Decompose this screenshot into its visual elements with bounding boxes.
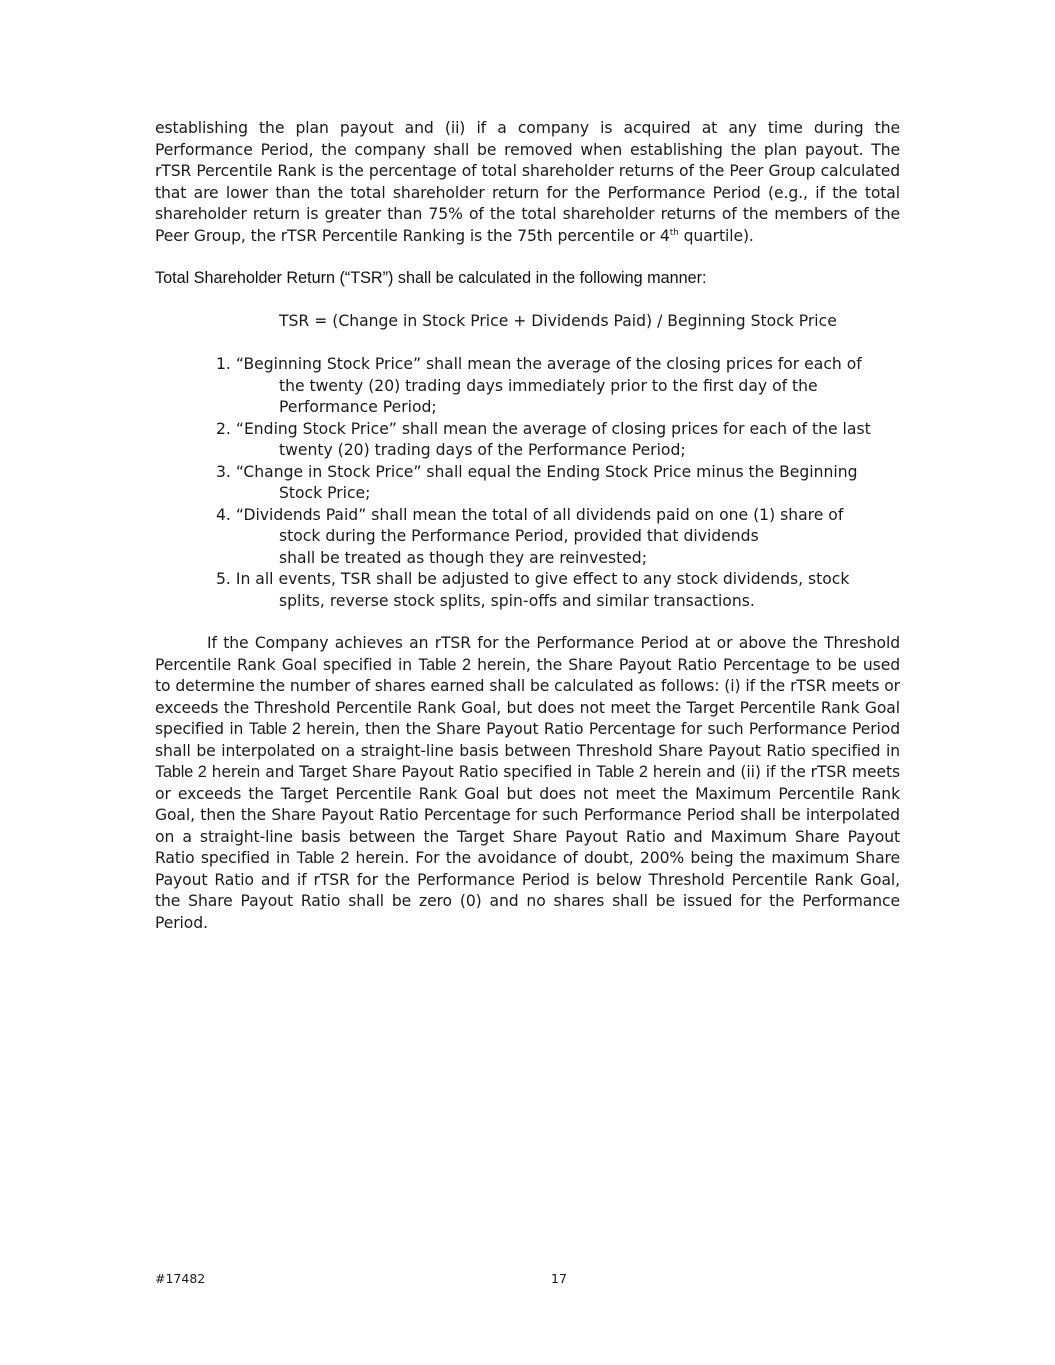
- list-number: 2.: [216, 419, 231, 438]
- list-item: [216, 462, 906, 505]
- list-item-text: “Change in Stock Price” shall equal the Ending Stock Price minus the Beginning: [235, 462, 858, 481]
- footer-page-number: 17: [551, 1271, 567, 1286]
- paragraph-2-seg-5: herein and (ii) if the rTSR meets or exceeds the Target Percentile Rank Goal but does not meet the Maximum Percentile Rank Goal, then the Share Payout Ratio Percentage for such Performance Period shall be interpolated on a straight-line basis between the Target Share Payout Ratio and Maximum Share Payout Ratio specified in: [155, 763, 900, 867]
- table-2-reference: Table 2: [155, 763, 207, 781]
- superscript-th: th: [669, 227, 679, 238]
- paragraph-2-seg-2: herein, the Share Payout Ratio Percentage to be used to determine the number of shares earned shall be calculated as follows: (i) if the rTSR meets or exceeds the Threshold Percentile Rank Goal, but does not meet the Target Percentile Rank Goal specified in: [155, 655, 900, 738]
- table-2-reference: Table 2: [418, 655, 471, 674]
- list-item-continuation: twenty (20) trading days of the Performance Period;: [279, 441, 686, 459]
- list-number: 4.: [216, 505, 231, 524]
- list-item-continuation: shall be treated as though they are reinvested;: [279, 548, 647, 567]
- list-item-continuation: stock during the Performance Period, provided that dividends: [279, 527, 759, 545]
- list-item-continuation: the twenty (20) trading days immediately prior to the first day of the: [279, 376, 818, 395]
- list-item: [216, 505, 906, 570]
- list-item-continuation: splits, reverse stock splits, spin-offs and similar transactions.: [279, 591, 755, 610]
- list-item-text: “Ending Stock Price” shall mean the average of closing prices for each of the last: [235, 419, 871, 438]
- paragraph-2-seg-3: herein, then the Share Payout Ratio Percentage for such Performance Period shall be interpolated on a straight-line basis between Threshold Share Payout Ratio specified in: [155, 720, 901, 760]
- list-item: [216, 419, 906, 462]
- table-2-reference: Table 2: [596, 763, 648, 781]
- paragraph-2-seg-1: If the Company achieves an rTSR for the Performance Period at or above the Threshold Percentile Rank Goal specified in: [155, 634, 900, 674]
- paragraph-1-text-a: establishing the plan payout and (ii) if a company is acquired at any time during the Performance Period, the company shall be removed when establishing the plan payout. The rTSR Percentile Rank is the percentage of total shareholder returns of the Peer Group calculated that are lower than the total shareholder return for the Performance Period (e.g., if the total shareholder return is greater than 75% of the total shareholder returns of the members of the Peer Group, the rTSR Percentile Ranking is the 75th percentile or 4: [155, 119, 900, 245]
- list-number: 1.: [216, 355, 231, 373]
- table-2-reference: Table 2: [248, 720, 301, 738]
- list-number: 3.: [216, 462, 231, 481]
- table-2-reference: Table 2: [296, 849, 350, 867]
- paragraph-1-text-b: quartile).: [678, 226, 754, 245]
- definitions-list: [216, 354, 906, 612]
- list-item-text: “Dividends Paid” shall mean the total of all dividends paid on one (1) share of: [235, 505, 844, 524]
- list-item-text: In all events, TSR shall be adjusted to give effect to any stock dividends, stock: [235, 570, 850, 588]
- list-item-text: “Beginning Stock Price” shall mean the average of the closing prices for each of: [235, 355, 862, 373]
- list-item-continuation: Performance Period;: [279, 398, 437, 416]
- paragraph-rtsr-percentile-rank: [155, 118, 900, 247]
- list-item: [216, 354, 906, 419]
- paragraph-share-payout-ratio: [155, 633, 900, 934]
- list-number: 5.: [216, 570, 231, 588]
- tsr-formula: TSR = (Change in Stock Price + Dividends Paid) / Beginning Stock Price: [279, 312, 837, 330]
- footer-document-number: #17482: [155, 1271, 206, 1286]
- tsr-heading: Total Shareholder Return (“TSR”) shall be calculated in the following manner:: [155, 269, 707, 287]
- list-item: [216, 569, 906, 612]
- list-item-continuation: Stock Price;: [279, 484, 371, 502]
- paragraph-2-seg-4: herein and Target Share Payout Ratio specified in: [206, 763, 597, 781]
- paragraph-2-seg-6: herein. For the avoidance of doubt, 200% being the maximum Share Payout Ratio and if rTSR for the Performance Period is below Threshold Percentile Rank Goal, the Share Payout Ratio shall be zero (0) and no shares shall be issued for the Performance Period.: [155, 849, 901, 932]
